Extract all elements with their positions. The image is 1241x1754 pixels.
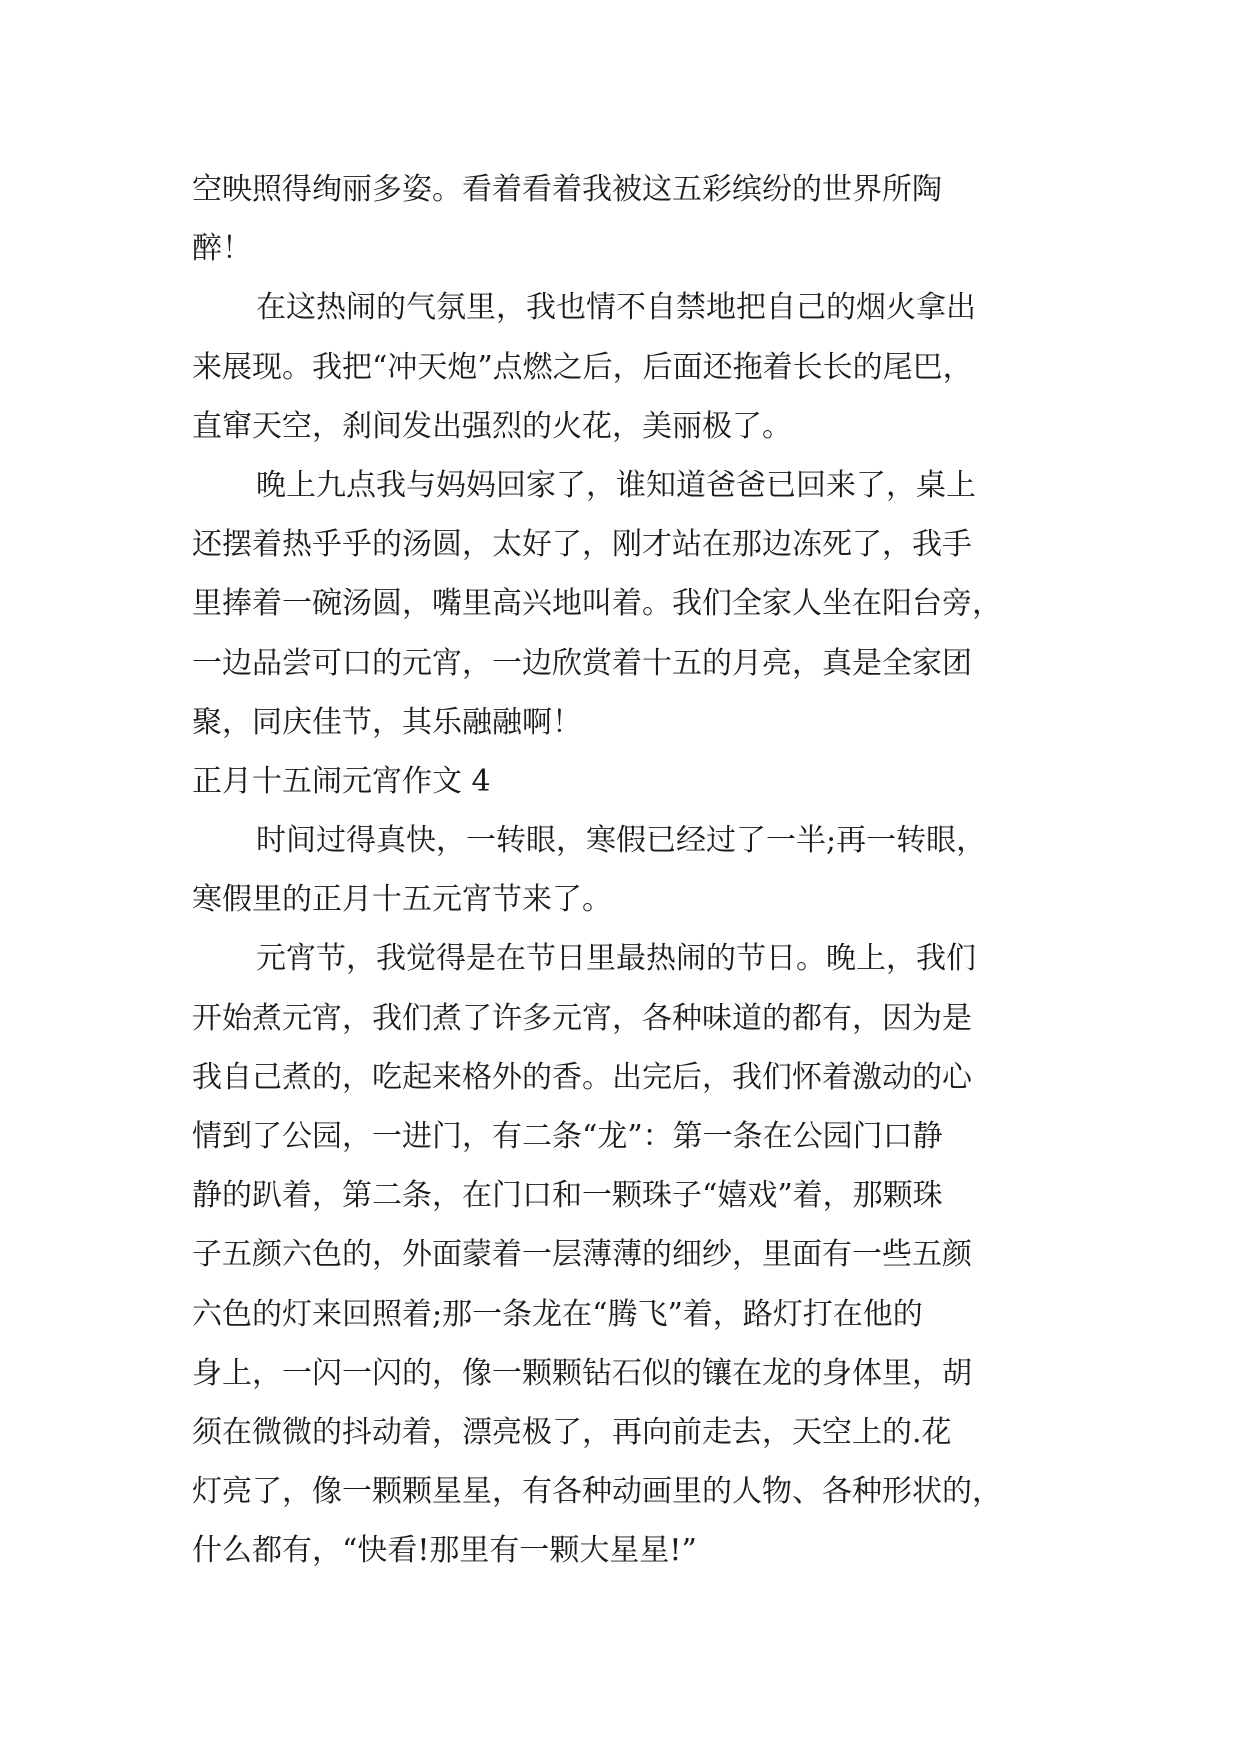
text-line: 情到了公园，一进门，有二条“龙”：第一条在公园门口静 — [192, 1119, 943, 1154]
text-line: 静的趴着，第二条，在门口和一颗珠子“嬉戏”着，那颗珠 — [192, 1178, 943, 1214]
text-line: 开始煮元宵，我们煮了许多元宵，各种味道的都有，因为是 — [192, 1000, 972, 1036]
text-line: 灯亮了，像一颗颗星星，有各种动画里的人物、各种形状的， — [192, 1474, 1002, 1510]
text-line: 寒假里的正月十五元宵节来了。 — [192, 882, 612, 918]
text-line: 里捧着一碗汤圆，嘴里高兴地叫着。我们全家人坐在阳台旁， — [192, 586, 1002, 622]
essay-body — [192, 160, 1052, 1581]
text-line: 什么都有，“快看!那里有一颗大星星!” — [192, 1533, 697, 1569]
text-line: 直窜天空，刹间发出强烈的火花，美丽极了。 — [192, 408, 792, 444]
text-line: 晚上九点我与妈妈回家了，谁知道爸爸已回来了，桌上 — [256, 467, 976, 503]
text-line: 空映照得绚丽多姿。看着看着我被这五彩缤纷的世界所陶 — [192, 172, 942, 207]
text-line: 聚，同庆佳节，其乐融融啊！ — [192, 704, 582, 740]
text-line: 我自己煮的，吃起来格外的香。出完后，我们怀着激动的心 — [192, 1059, 972, 1095]
text-line: 一边品尝可口的元宵，一边欣赏着十五的月亮，真是全家团 — [192, 645, 972, 681]
text-line: 还摆着热乎乎的汤圆，太好了，刚才站在那边冻死了，我手 — [192, 527, 972, 563]
text-line: 时间过得真快，一转眼，寒假已经过了一半;再一转眼， — [256, 823, 987, 859]
text-line: 须在微微的抖动着，漂亮极了，再向前走去，天空上的.花 — [192, 1414, 952, 1450]
text-line: 元宵节，我觉得是在节日里最热闹的节日。晚上，我们 — [256, 941, 976, 977]
text-line: 来展现。我把“冲天炮”点燃之后，后面还拖着长长的尾巴， — [192, 349, 973, 385]
section-heading: 正月十五闹元宵作文 4 — [192, 763, 491, 799]
text-line: 醉！ — [192, 231, 252, 267]
text-line: 子五颜六色的，外面蒙着一层薄薄的细纱，里面有一些五颜 — [192, 1237, 972, 1273]
text-line: 在这热闹的气氛里，我也情不自禁地把自己的烟火拿出 — [256, 290, 976, 326]
text-line: 身上，一闪一闪的，像一颗颗钻石似的镶在龙的身体里，胡 — [192, 1355, 972, 1391]
text-line: 六色的灯来回照着;那一条龙在“腾飞”着，路灯打在他的 — [192, 1296, 923, 1332]
